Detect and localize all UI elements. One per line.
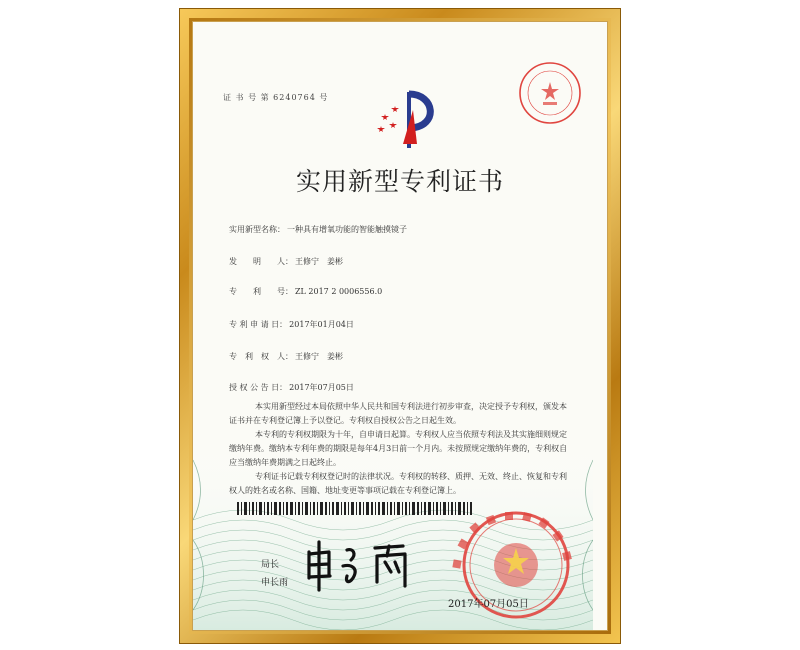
field-label: 专 利 号： [229,287,293,296]
certificate-paper [193,22,607,630]
field-inventor [229,256,343,267]
field-value: 一种具有增氧功能的智能触摸镜子 [287,225,407,234]
certificate-title: 实用新型专利证书 [295,167,504,196]
field-label: 专 利 权 人： [229,352,293,361]
field-value: ZL 2017 2 0006556.0 [295,287,383,296]
field-utility-model-name [229,224,407,235]
field-patentee [229,351,343,362]
field-value: 王修宁 姜彬 [295,257,343,266]
field-value: 2017年07月05日 [289,383,354,392]
field-grant-date [229,382,354,393]
frame-inner-border [189,18,611,634]
director-name: 申长雨 [261,578,289,588]
issue-date: 2017年07月05日 [448,599,529,610]
certificate-body [229,400,569,498]
patent-office-logo-icon [373,82,443,152]
field-value: 2017年01月04日 [289,320,354,329]
field-application-date [229,319,354,330]
field-label: 专 利 申 请 日： [229,320,288,329]
field-value: 王修宁 姜彬 [295,352,343,361]
handwritten-signature-icon [303,534,443,594]
director-title: 局长 [261,560,280,570]
body-paragraph: 本专利的专利权期限为十年，自申请日起算。专利权人应当依照专利法及其实施细则规定缴纳年费。缴纳本专利年费的期限是每年4月3日前一个月内。未按照规定缴纳年费的，专利权自应当缴纳年费期满之日起终止。 [229,430,568,467]
agency-seal-icon [515,58,585,128]
field-patent-number [229,286,382,297]
gold-frame [179,8,621,644]
barcode-icon [237,502,472,515]
body-paragraph: 专利证书记载专利权登记时的法律状况。专利权的转移、质押、无效、终止、恢复和专利权人的姓名或名称、国籍、地址变更等事项记载在专利登记簿上。 [229,472,567,495]
field-label: 发 明 人： [229,257,293,266]
field-label: 授 权 公 告 日： [229,383,288,392]
certificate-number: 证 书 号 第 6240764 号 [223,93,329,102]
field-label: 实用新型名称： [229,225,285,234]
body-paragraph: 本实用新型经过本局依照中华人民共和国专利法进行初步审查，决定授予专利权，颁发本证书并在专利登记簿上予以登记。专利权自授权公告之日起生效。 [229,402,567,425]
